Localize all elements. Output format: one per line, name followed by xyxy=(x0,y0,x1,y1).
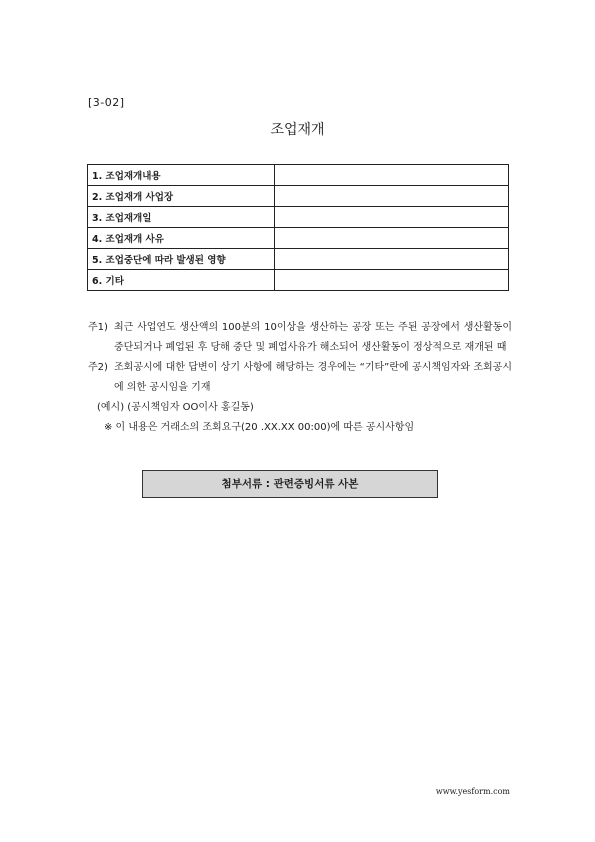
document-title: 조업재개 xyxy=(270,122,325,138)
row-label: 4. 조업재개 사유 xyxy=(88,228,275,249)
document-code: [3-02] xyxy=(88,96,125,109)
table-row xyxy=(88,228,509,249)
note-2-mark: 주2) xyxy=(88,362,108,373)
table-row xyxy=(88,186,509,207)
row-value-cell[interactable] xyxy=(275,228,509,249)
footer-url: www.yesform.com xyxy=(435,787,510,796)
table-row xyxy=(88,249,509,270)
row-value-cell[interactable] xyxy=(275,186,509,207)
row-label: 2. 조업재개 사업장 xyxy=(88,186,275,207)
row-label: 3. 조업재개일 xyxy=(88,207,275,228)
table-row xyxy=(88,270,509,291)
row-value-cell[interactable] xyxy=(275,270,509,291)
table-row xyxy=(88,165,509,186)
example-line: (예시) (공시책임자 OO이사 홍길동) xyxy=(97,402,254,413)
note-2 xyxy=(88,358,512,398)
row-label: 5. 조업중단에 따라 발생된 영향 xyxy=(88,249,275,270)
form-table xyxy=(87,164,509,291)
note-1 xyxy=(88,318,512,358)
row-value-cell[interactable] xyxy=(275,165,509,186)
note-1-mark: 주1) xyxy=(88,322,108,333)
row-label: 1. 조업재개내용 xyxy=(88,165,275,186)
table-row xyxy=(88,207,509,228)
note-2-text: 조회공시에 대한 답변이 상기 사항에 해당하는 경우에는 “기타”란에 공시책임자와 조회공시에 의한 공시임을 기재 xyxy=(114,362,512,393)
remark-line: ※ 이 내용은 거래소의 조회요구(20 .XX.XX 00:00)에 따른 공시사항임 xyxy=(104,422,415,433)
row-value-cell[interactable] xyxy=(275,207,509,228)
row-value-cell[interactable] xyxy=(275,249,509,270)
row-label: 6. 기타 xyxy=(88,270,275,291)
notes-section xyxy=(88,318,512,438)
note-1-text: 최근 사업연도 생산액의 100분의 10이상을 생산하는 공장 또는 주된 공장에서 생산활동이 중단되거나 폐업된 후 당해 중단 및 폐업사유가 해소되어 생산활동이 정상적으로 재개된 때 xyxy=(114,322,512,353)
attachment-box: 첨부서류 : 관련증빙서류 사본 xyxy=(142,470,438,498)
